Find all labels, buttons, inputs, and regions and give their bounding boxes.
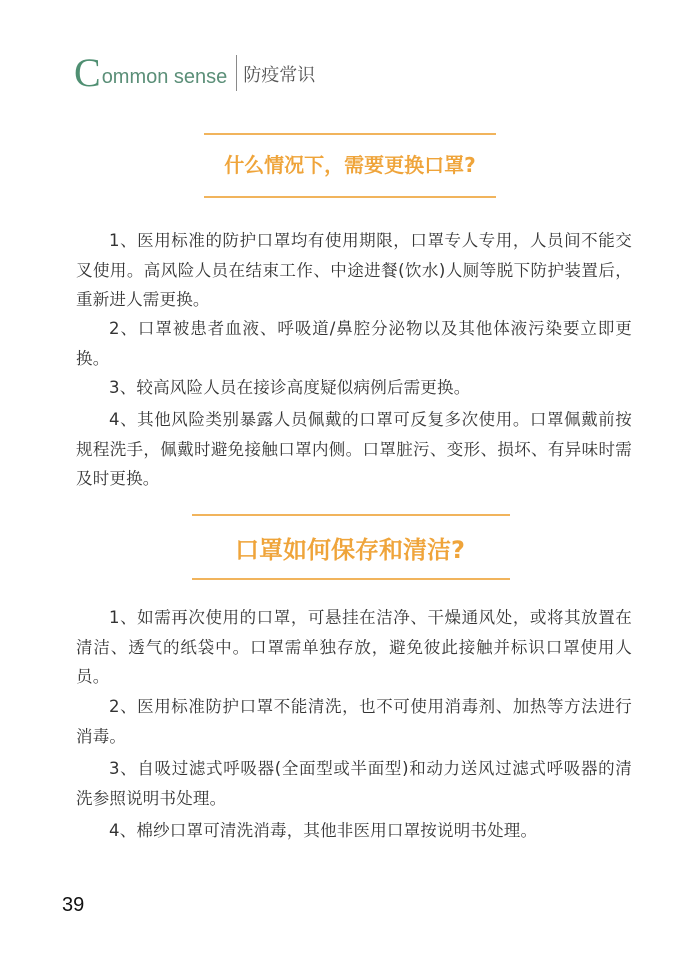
section2-item-1: 1、如需再次使用的口罩，可悬挂在洁净、干燥通风处，或将其放置在清洁、透气的纸袋中。口罩需单独存放，避免彼此接触并标识口罩使用人员。	[76, 608, 632, 686]
brand-text: ommon sense	[101, 66, 228, 88]
header-divider	[236, 55, 237, 91]
section2-item-2: 2、医用标准防护口罩不能清洗，也不可使用消毒剂、加热等方法进行消毒。	[76, 697, 632, 746]
section1-bottom-rule	[204, 196, 496, 198]
section2-item-3: 3、自吸过滤式呼吸器(全面型或半面型)和动力送风过滤式呼吸器的清洗参照说明书处理。	[76, 759, 632, 808]
section1-item-2: 2、口罩被患者血液、呼吸道/鼻腔分泌物以及其他体液污染要立即更换。	[76, 319, 632, 368]
section2-top-rule	[192, 514, 510, 516]
section2-bottom-rule	[192, 578, 510, 580]
section1-item-1: 1、医用标准的防护口罩均有使用期限，口罩专人专用，人员间不能交叉使用。高风险人员在结束工作、中途进餐(饮水)人厕等脱下防护装置后，重新进人需更换。	[76, 231, 632, 309]
page-header	[74, 50, 315, 96]
section1-title: 什么情况下，需要更换口罩?	[224, 153, 476, 177]
section1-item-3: 3、较高风险人员在接诊高度疑似病例后需更换。	[109, 378, 471, 397]
section1-item-4: 4、其他风险类别暴露人员佩戴的口罩可反复多次使用。口罩佩戴前按规程洗手，佩戴时避免接触口罩内侧。口罩脏污、变形、损坏、有异味时需及时更换。	[76, 410, 632, 488]
page-number: 39	[62, 894, 85, 916]
brand-logo	[74, 50, 228, 95]
section2-title: 口罩如何保存和清洁?	[235, 536, 465, 564]
section2-item-4: 4、棉纱口罩可清洗消毒，其他非医用口罩按说明书处理。	[109, 821, 538, 840]
section1-top-rule	[204, 133, 496, 135]
brand-initial: C	[74, 50, 101, 95]
header-section-title: 防疫常识	[243, 65, 316, 86]
